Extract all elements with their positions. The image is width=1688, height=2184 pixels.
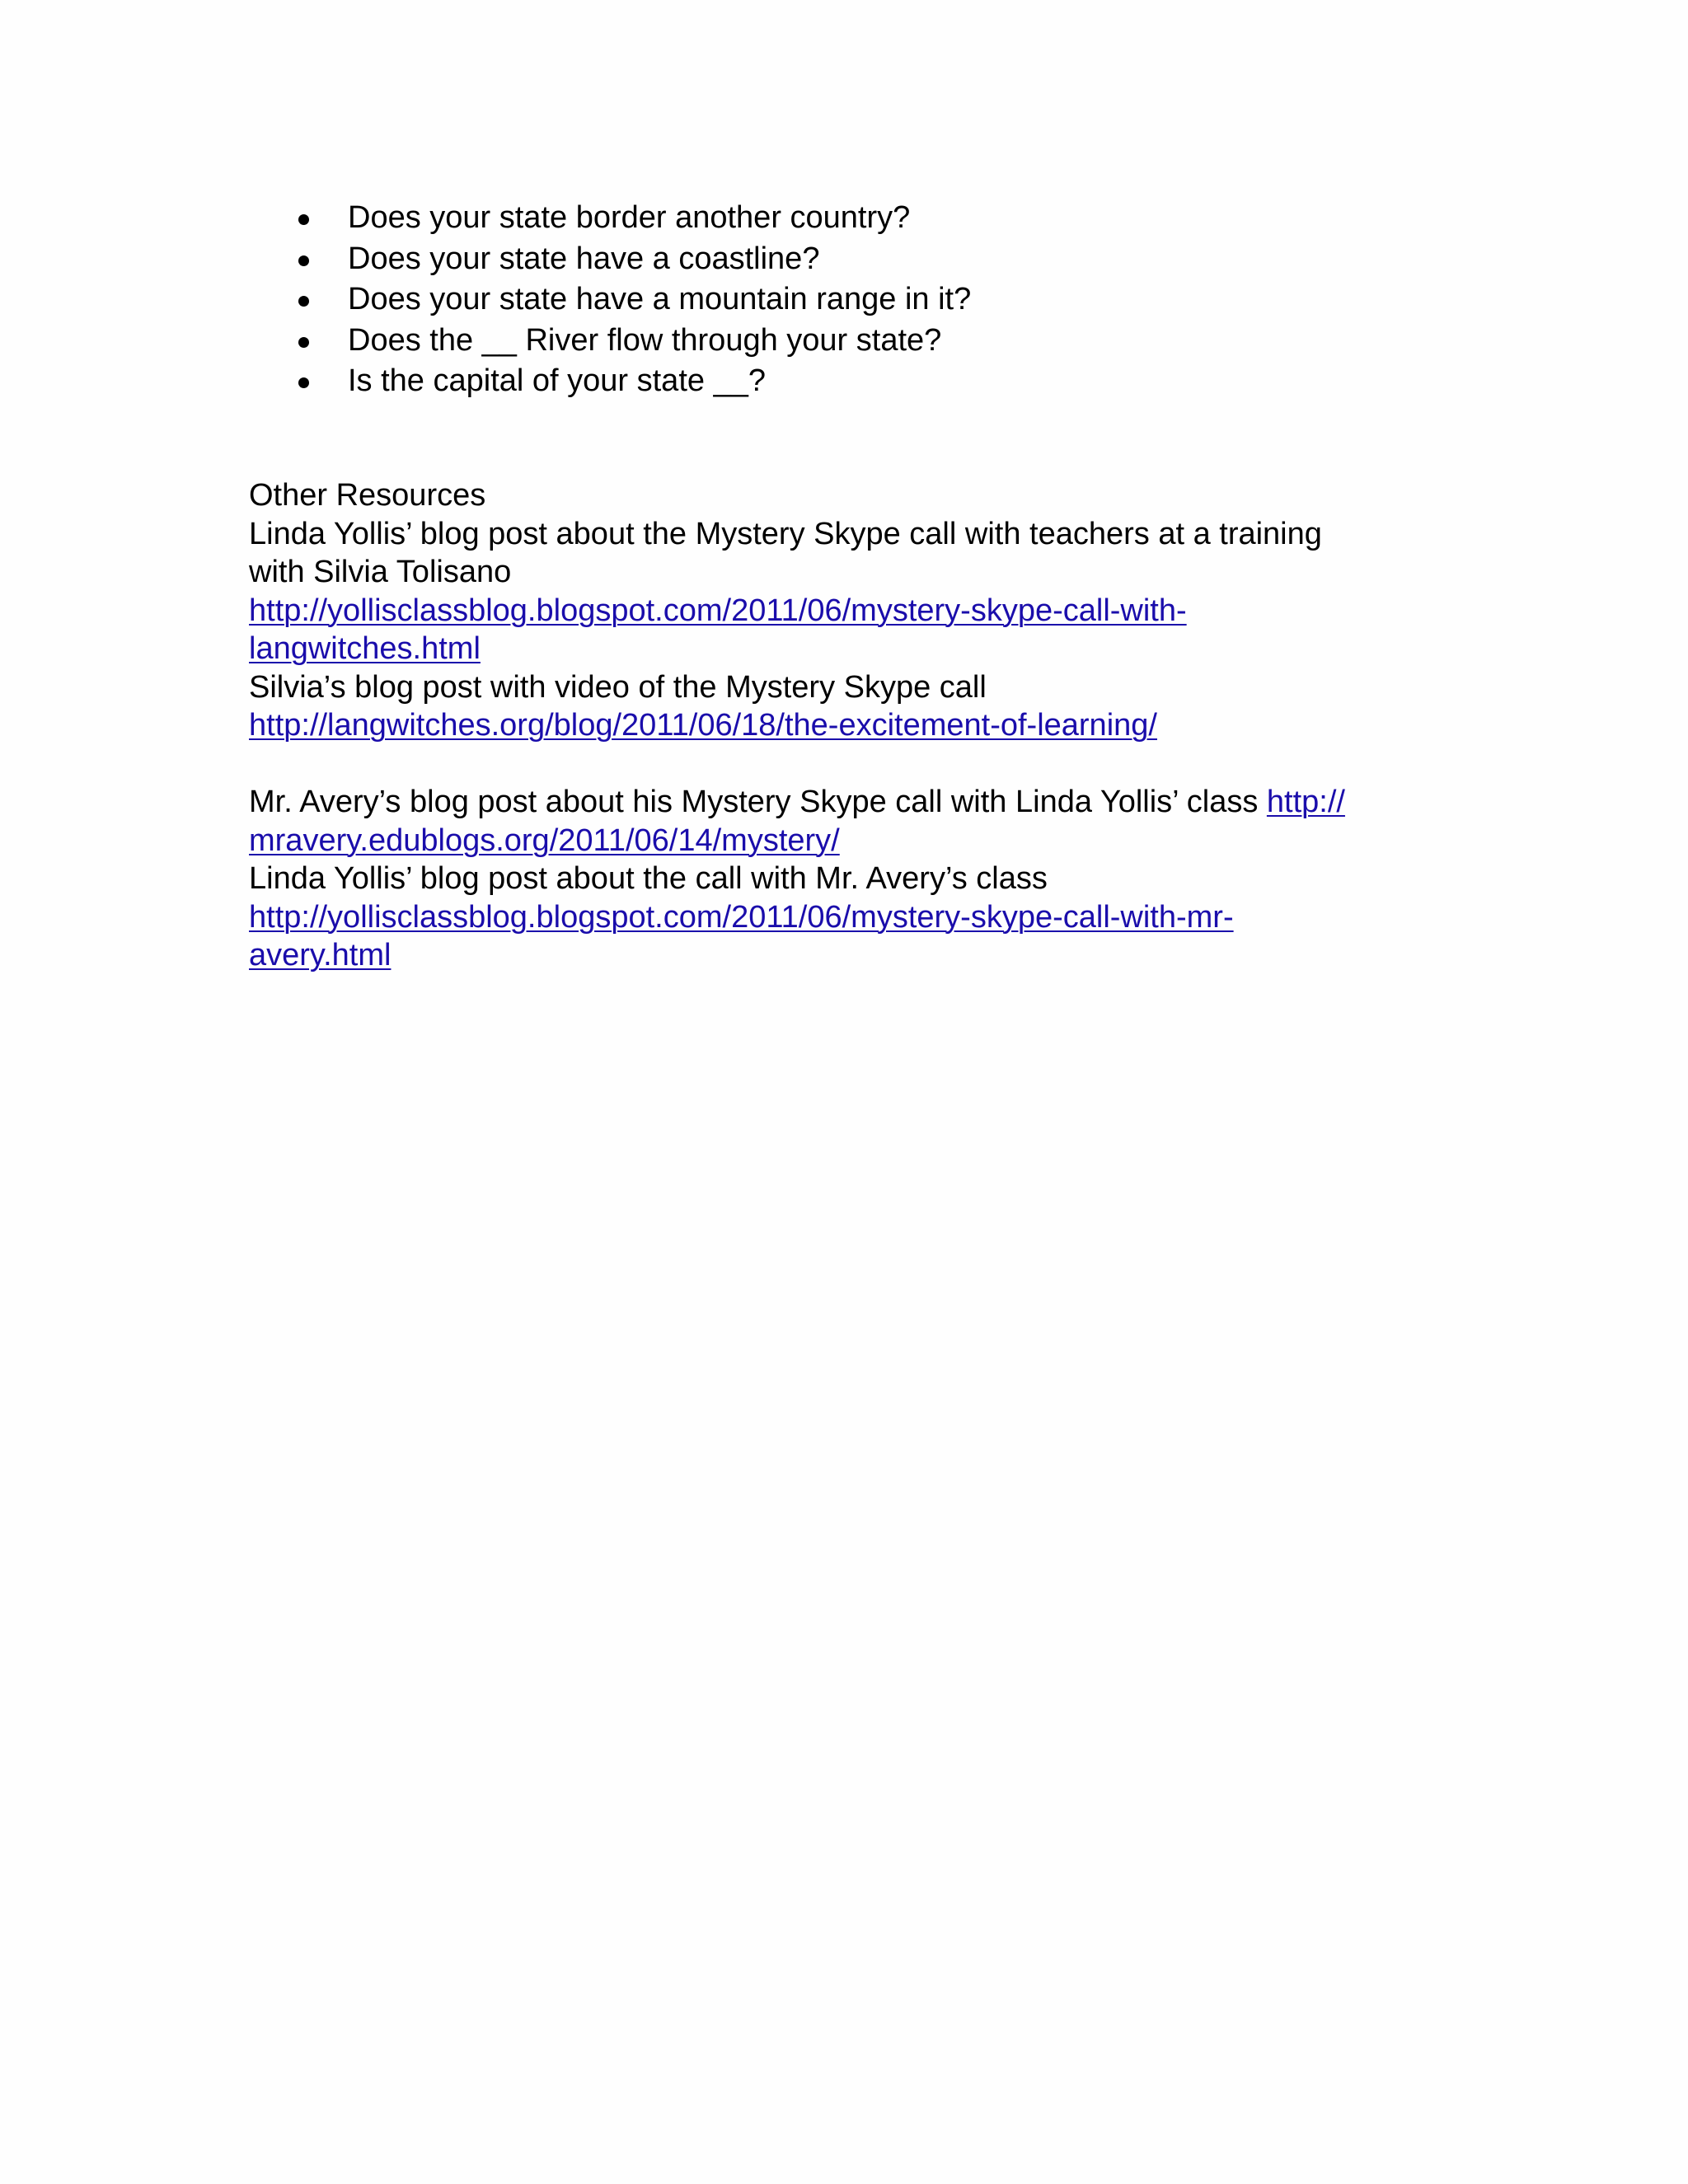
avery-description: Mr. Avery’s blog post about his Mystery Skype call with Linda Yollis’ class (249, 785, 1267, 819)
question-list (294, 198, 971, 402)
list-item (294, 239, 971, 280)
avery-description-line (249, 783, 1444, 822)
silvia-description: Silvia’s blog post with video of the Mystery Skype call (249, 669, 987, 705)
spacer (249, 745, 1444, 784)
question-text: Is the capital of your state __? (348, 363, 766, 398)
yollis-avery-link-part-2[interactable]: avery.html (249, 938, 392, 972)
bullet-icon (298, 377, 309, 388)
yollis-training-link-part-2[interactable]: langwitches.html (249, 631, 481, 666)
yollis-avery-link-part-1[interactable]: http://yollisclassblog.blogspot.com/2011/06/mystery-skype-call-with-mr- (249, 899, 1234, 935)
yollis-training-description-line-2: with Silvia Tolisano (249, 555, 512, 589)
list-item (294, 361, 971, 402)
question-text: Does your state have a mountain range in it? (348, 282, 972, 316)
bullet-icon (298, 296, 309, 307)
yollis-training-link-part-1[interactable]: http://yollisclassblog.blogspot.com/2011/06/mystery-skype-call-with- (249, 593, 1187, 628)
list-item (294, 279, 971, 321)
yollis-avery-description: Linda Yollis’ blog post about the call with Mr. Avery’s class (249, 861, 1048, 896)
other-resources-section (249, 476, 1444, 975)
question-text: Does your state have a coastline? (348, 241, 820, 276)
question-text: Does the __ River flow through your state? (348, 322, 942, 358)
bullet-icon (298, 255, 309, 266)
avery-link-part-2[interactable]: mravery.edublogs.org/2011/06/14/mystery/ (249, 823, 840, 858)
avery-link-part-1[interactable]: http:// (1266, 785, 1345, 819)
resources-heading: Other Resources (249, 478, 486, 513)
bullet-icon (298, 214, 309, 225)
list-item (294, 198, 971, 239)
silvia-link[interactable]: http://langwitches.org/blog/2011/06/18/the-excitement-of-learning/ (249, 708, 1157, 743)
list-item (294, 321, 971, 362)
bullet-icon (298, 337, 309, 348)
question-text: Does your state border another country? (348, 200, 911, 235)
yollis-training-description-line-1: Linda Yollis’ blog post about the Mystery Skype call with teachers at a training (249, 516, 1322, 551)
